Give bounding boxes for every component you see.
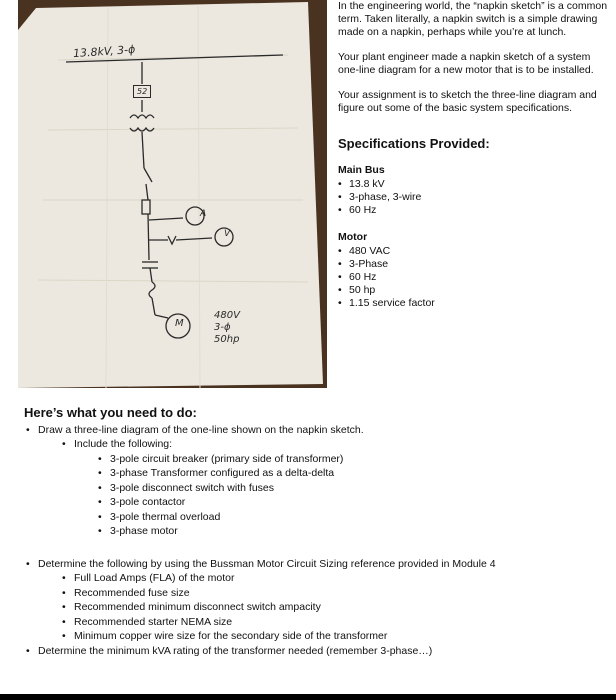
list-item: • Recommended starter NEMA size [24, 615, 609, 630]
todo-item-draw: • Draw a three-line diagram of the one-line shown on the napkin sketch. [24, 423, 609, 438]
bottom-bar [0, 694, 616, 700]
breaker-device-number: 52 [133, 85, 151, 98]
motor-note: 3-ϕ [214, 322, 231, 333]
motor-notes [214, 310, 240, 346]
intro-paragraph-3: Your assignment is to sketch the three-line diagram and figure out some of the basic system specifications. [338, 89, 597, 114]
voltmeter-label: V [224, 229, 231, 239]
intro-column [338, 0, 608, 324]
list-item: • Full Load Amps (FLA) of the motor [24, 571, 609, 586]
list-item: • Minimum copper wire size for the secondary side of the transformer [24, 629, 609, 644]
motor-title: Motor [338, 231, 368, 243]
todo-list [24, 423, 609, 659]
list-item: • 3-Phase [338, 258, 608, 271]
motor-note: 50hp [214, 334, 240, 345]
intro-paragraph-1: In the engineering world, the “napkin sketch” is a common term. Taken literally, a napkin switch is a simple drawing made on a napkin, perhaps while you’re at lunch. [338, 0, 608, 38]
todo-item-kva: • Determine the minimum kVA rating of the transformer needed (remember 3-phase…) [24, 644, 609, 659]
list-item: • 3-phase, 3-wire [338, 191, 608, 204]
list-item: • 13.8 kV [338, 178, 608, 191]
list-item: • 3-phase Transformer configured as a delta-delta [24, 466, 609, 481]
bus-voltage-note: 13.8kV, 3-ϕ [72, 42, 136, 61]
specs-heading: Specifications Provided: [338, 136, 490, 151]
napkin-drawing [18, 0, 327, 388]
list-item: • 3-phase motor [24, 524, 609, 539]
main-bus-title: Main Bus [338, 164, 385, 176]
list-item: • 3-pole disconnect switch with fuses [24, 481, 609, 496]
motor-note: 480V [214, 310, 240, 321]
list-item: • Recommended fuse size [24, 586, 609, 601]
list-item: • 60 Hz [338, 271, 608, 284]
motor-symbol-label: M [175, 318, 184, 329]
list-item: • 1.15 service factor [338, 297, 608, 310]
list-item: • 3-pole thermal overload [24, 510, 609, 525]
motor-spec-list [338, 245, 608, 310]
todo-item-determine: • Determine the following by using the Bussman Motor Circuit Sizing reference provided in Module 4 [24, 557, 609, 572]
ammeter-label: A [200, 209, 207, 219]
todo-subitem-include: • Include the following: [24, 437, 609, 452]
todo-section [24, 406, 609, 658]
todo-heading: Here’s what you need to do: [24, 405, 197, 420]
intro-paragraph-2: Your plant engineer made a napkin sketch of a system one-line diagram for a new motor that is to be installed. [338, 51, 594, 76]
list-item: • 3-pole contactor [24, 495, 609, 510]
list-item: • 480 VAC [338, 245, 608, 258]
list-item: • 60 Hz [338, 204, 608, 217]
list-item: • 50 hp [338, 284, 608, 297]
napkin-sketch-photo [18, 0, 327, 388]
list-item: • 3-pole circuit breaker (primary side of transformer) [24, 452, 609, 467]
list-item: • Recommended minimum disconnect switch ampacity [24, 600, 609, 615]
main-bus-list [338, 178, 608, 217]
